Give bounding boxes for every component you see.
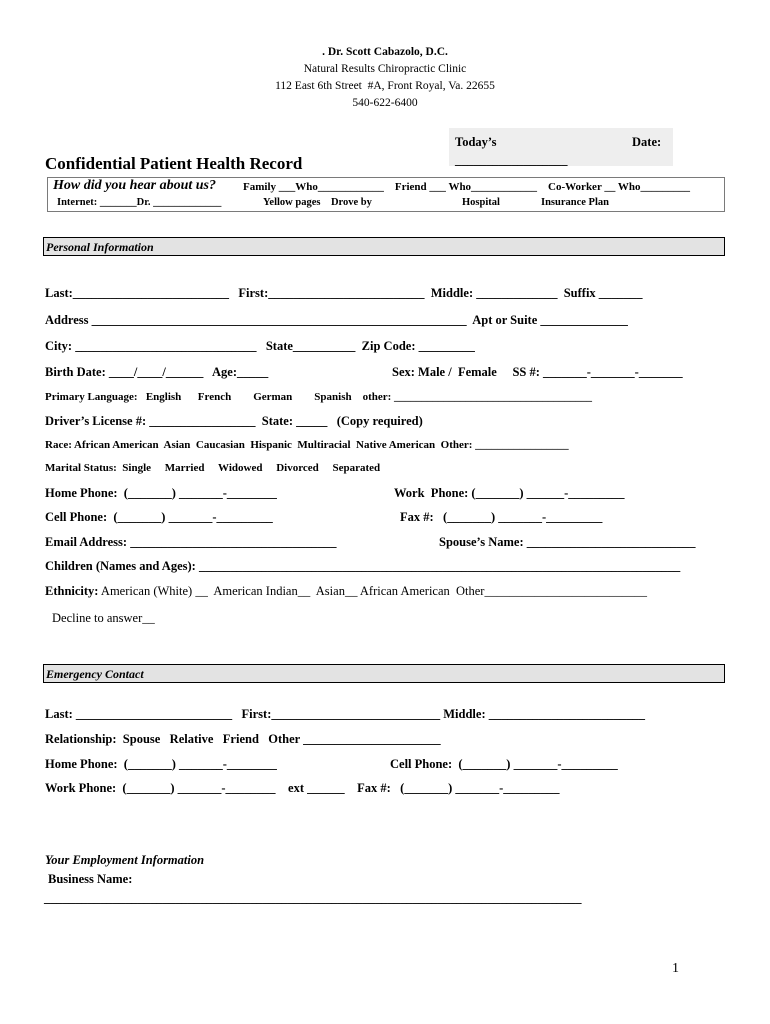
emergency-home-phone-line[interactable]: Home Phone: (_______) _______-________ bbox=[45, 757, 277, 771]
ethnicity-options[interactable]: American (White) __ American Indian__ Asian__ African American Other__________________________ bbox=[98, 584, 647, 598]
business-name-field[interactable]: ______________________________________________________________________________________ bbox=[44, 891, 582, 905]
fax-line[interactable]: Fax #: (_______) _______-_________ bbox=[400, 510, 603, 524]
referral-question: How did you hear about us? bbox=[53, 178, 216, 193]
employment-heading: Your Employment Information bbox=[45, 853, 205, 867]
page-number: 1 bbox=[672, 961, 679, 976]
date-label: Date: bbox=[632, 135, 662, 149]
referral-yellow-drove[interactable]: Yellow pages Drove by bbox=[263, 197, 372, 208]
ethnicity-line[interactable] bbox=[45, 584, 647, 599]
decline-to-answer[interactable]: Decline to answer__ bbox=[52, 611, 155, 625]
emergency-contact-heading: Emergency Contact bbox=[43, 664, 725, 683]
page-title: Confidential Patient Health Record bbox=[45, 154, 303, 173]
email-address-line[interactable]: Email Address: _________________________________ bbox=[45, 535, 337, 549]
sex-ssn-line[interactable]: Sex: Male / Female SS #: _______-_______-_______ bbox=[392, 365, 683, 379]
referral-insurance[interactable]: Insurance Plan bbox=[541, 197, 609, 208]
patient-city-line[interactable]: City: _____________________________ State__________ Zip Code: _________ bbox=[45, 339, 475, 353]
emergency-name-line[interactable]: Last: _________________________ First:___________________________ Middle: _________________________ bbox=[45, 707, 645, 721]
spouse-name-line[interactable]: Spouse’s Name: ___________________________ bbox=[439, 535, 696, 549]
referral-hospital[interactable]: Hospital bbox=[462, 197, 500, 208]
clinic-address: 112 East 6th Street #A, Front Royal, Va. 22655 bbox=[275, 80, 495, 92]
emergency-work-phone-line[interactable]: Work Phone: (_______) _______-________ ext ______ Fax #: (_______) _______-_________ bbox=[45, 781, 560, 795]
drivers-license-line[interactable]: Driver’s License #: _________________ State: _____ (Copy required) bbox=[45, 414, 423, 428]
personal-info-heading: Personal Information bbox=[43, 237, 725, 256]
marital-status-line[interactable]: Marital Status: Single Married Widowed Divorced Separated bbox=[45, 462, 381, 474]
todays-date-field[interactable]: __________________ bbox=[455, 153, 568, 167]
birth-date-age-line[interactable]: Birth Date: ____/____/______ Age:_____ bbox=[45, 365, 269, 379]
patient-name-line[interactable]: Last:_________________________ First:_________________________ Middle: _____________ Suffix _______ bbox=[45, 286, 643, 300]
clinic-phone: 540-622-6400 bbox=[352, 97, 418, 109]
primary-language-line[interactable]: Primary Language: English French German Spanish other: ____________________________________ bbox=[45, 391, 593, 403]
work-phone-line[interactable]: Work Phone: (_______) ______-_________ bbox=[394, 486, 625, 500]
emergency-cell-phone-line[interactable]: Cell Phone: (_______) _______-_________ bbox=[390, 757, 618, 771]
ethnicity-label: Ethnicity: bbox=[45, 584, 99, 598]
cell-phone-line[interactable]: Cell Phone: (_______) _______-_________ bbox=[45, 510, 273, 524]
referral-internet-dr[interactable]: Internet: _______Dr. _____________ bbox=[57, 197, 222, 208]
home-phone-line[interactable]: Home Phone: (_______) _______-________ bbox=[45, 486, 277, 500]
referral-options-line1[interactable]: Family ___Who____________ Friend ___ Who____________ Co-Worker __ Who_________ bbox=[243, 181, 691, 193]
clinic-name: Natural Results Chiropractic Clinic bbox=[303, 63, 467, 75]
children-line[interactable]: Children (Names and Ages): _____________________________________________________________________________ bbox=[45, 559, 681, 573]
business-name-label: Business Name: bbox=[48, 872, 133, 886]
doctor-name: . Dr. Scott Cabazolo, D.C. bbox=[322, 46, 448, 58]
emergency-relationship-line[interactable]: Relationship: Spouse Relative Friend Other ______________________ bbox=[45, 732, 441, 746]
race-line[interactable]: Race: African American Asian Caucasian Hispanic Multiracial Native American Other: _________________ bbox=[45, 439, 569, 451]
patient-address-line[interactable]: Address ____________________________________________________________ Apt or Suite ______________ bbox=[45, 313, 628, 327]
todays-label: Today’s bbox=[455, 135, 497, 149]
